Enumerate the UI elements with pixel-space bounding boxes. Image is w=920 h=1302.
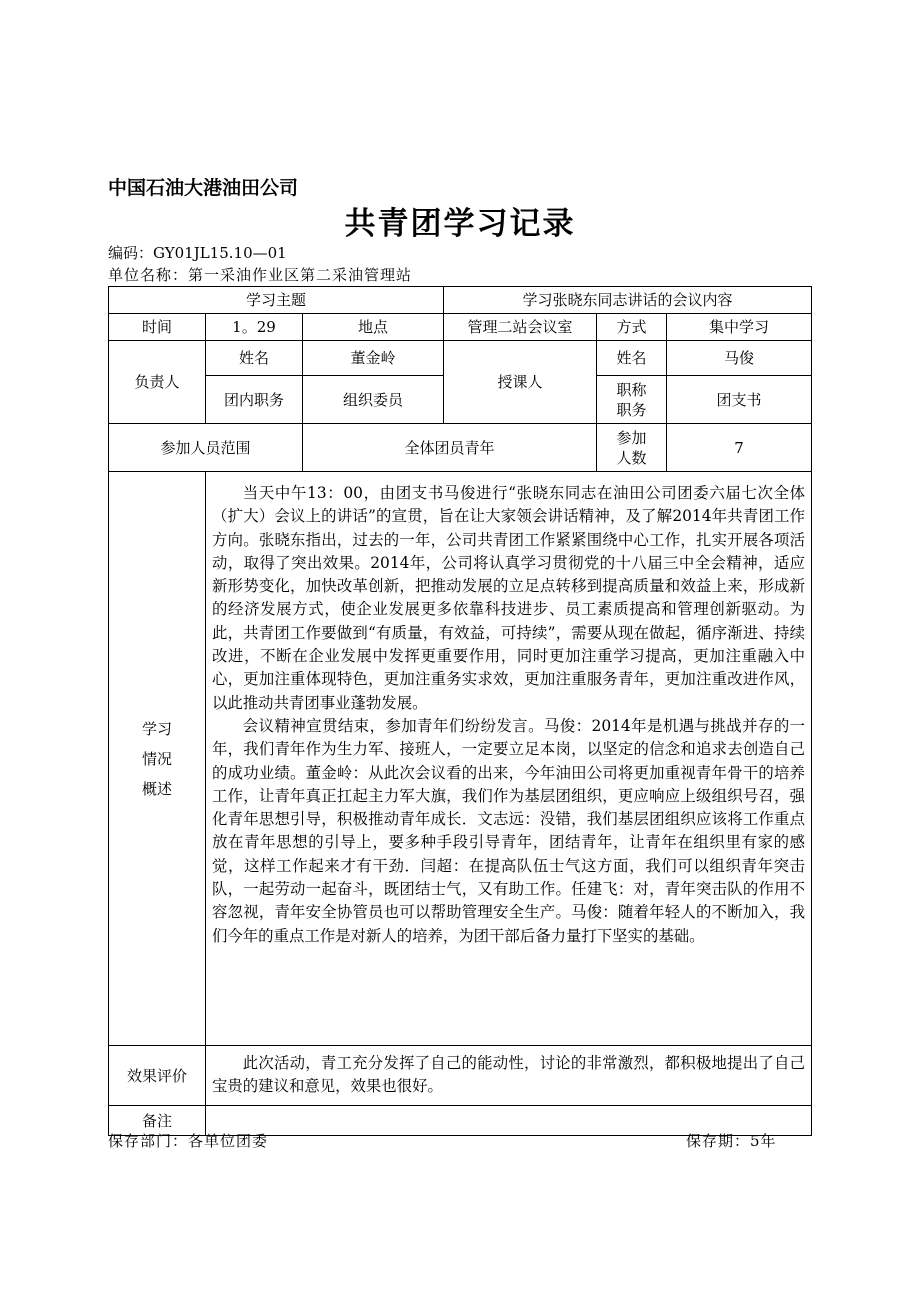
eval-content xyxy=(206,1046,812,1106)
summary-label-line1: 学习 xyxy=(141,719,172,738)
summary-label-line3: 概述 xyxy=(141,779,172,798)
time-label: 时间 xyxy=(109,314,206,341)
teacher-name: 马俊 xyxy=(667,341,812,376)
count-label-line2: 人数 xyxy=(616,448,647,467)
summary-label-line2: 情况 xyxy=(141,749,172,768)
study-record-table xyxy=(108,286,812,1136)
remark-label: 备注 xyxy=(109,1106,206,1136)
storage-department: 保存部门：各单位团委 xyxy=(108,1132,269,1150)
leader-label: 负责人 xyxy=(109,341,206,424)
page-title: 共青团学习记录 xyxy=(344,206,576,242)
storage-period: 保存期：5年 xyxy=(686,1132,777,1150)
topic-label: 学习主题 xyxy=(109,287,444,314)
teacher-name-label: 姓名 xyxy=(597,341,667,376)
scope-label: 参加人员范围 xyxy=(109,424,303,472)
eval-label: 效果评价 xyxy=(109,1046,206,1106)
place-value: 管理二站会议室 xyxy=(444,314,597,341)
method-label: 方式 xyxy=(597,314,667,341)
leader-name: 董金岭 xyxy=(303,341,444,376)
leader-post: 组织委员 xyxy=(303,376,444,424)
unit-name: 单位名称：第一采油作业区第二采油管理站 xyxy=(108,266,413,284)
summary-content xyxy=(206,472,812,1046)
teacher-post: 团支书 xyxy=(667,376,812,424)
summary-label xyxy=(109,472,206,1046)
method-value: 集中学习 xyxy=(667,314,812,341)
count-label xyxy=(597,424,667,472)
place-label: 地点 xyxy=(303,314,444,341)
record-code: 编码：GY01JL15.10—01 xyxy=(108,244,287,262)
teacher-label: 授课人 xyxy=(444,341,597,424)
leader-name-label: 姓名 xyxy=(206,341,303,376)
teacher-title-label-line2: 职务 xyxy=(616,400,647,419)
teacher-title-label xyxy=(597,376,667,424)
company-name: 中国石油大港油田公司 xyxy=(108,177,299,199)
time-value: 1。29 xyxy=(206,314,303,341)
summary-paragraph-1: 当天中午13：00，由团支书马俊进行“张晓东同志在油田公司团委六届七次全体（扩大）会议上的讲话”的宣贯，旨在让大家领会讲话精神，及了解2014年共青团工作方向。张晓东指出，过去的一年，公司共青团工作紧紧围绕中心工作，扎实开展各项活动，取得了突出效果。2014年，公司将认真学习贯彻党的十八届三中全会精神，适应新形势变化，加快改革创新，把推动发展的立足点转移到提高质量和效益上来，形成新的经济发展方式，使企业发展更多依靠科技进步、员工素质提高和管理创新驱动。为此，共青团工作要做到“有质量，有效益，可持续”，需要从现在做起，循序渐进、持续改进，不断在企业发展中发挥更重要作用，同时更加注重学习提高，更加注重融入中心，更加注重体现特色，更加注重务实求效，更加注重服务青年，更加注重改进作风，以此推动共青团事业蓬勃发展。 xyxy=(212,484,806,712)
count-label-line1: 参加 xyxy=(616,428,647,447)
eval-text: 此次活动，青工充分发挥了自己的能动性，讨论的非常激烈，都积极地提出了自己宝贵的建议和意见，效果也很好。 xyxy=(212,1054,806,1096)
count-value: 7 xyxy=(667,424,812,472)
teacher-title-label-line1: 职称 xyxy=(616,380,647,399)
leader-post-label: 团内职务 xyxy=(206,376,303,424)
topic-value: 学习张晓东同志讲话的会议内容 xyxy=(444,287,812,314)
summary-paragraph-2: 会议精神宣贯结束，参加青年们纷纷发言。马俊：2014年是机遇与挑战并存的一年，我们青年作为生力军、接班人，一定要立足本岗，以坚定的信念和追求去创造自己的成功业绩。董金岭：从此次会议看的出来，今年油田公司将更加重视青年骨干的培养工作，让青年真正扛起主力军大旗，我们作为基层团组织，更应响应上级组织号召，强化青年思想引导，积极推动青年成长．文志远：没错，我们基层团组织应该将工作重点放在青年思想的引导上，要多种手段引导青年，团结青年，让青年在组织里有家的感觉，这样工作起来才有干劲．闫超：在提高队伍士气这方面，我们可以组织青年突击队，一起劳动一起奋斗，既团结士气，又有助工作。任建飞：对，青年突击队的作用不容忽视，青年安全协管员也可以帮助管理安全生产。马俊：随着年轻人的不断加入，我们今年的重点工作是对新人的培养，为团干部后备力量打下坚实的基础。 xyxy=(212,716,806,945)
scope-value: 全体团员青年 xyxy=(303,424,597,472)
